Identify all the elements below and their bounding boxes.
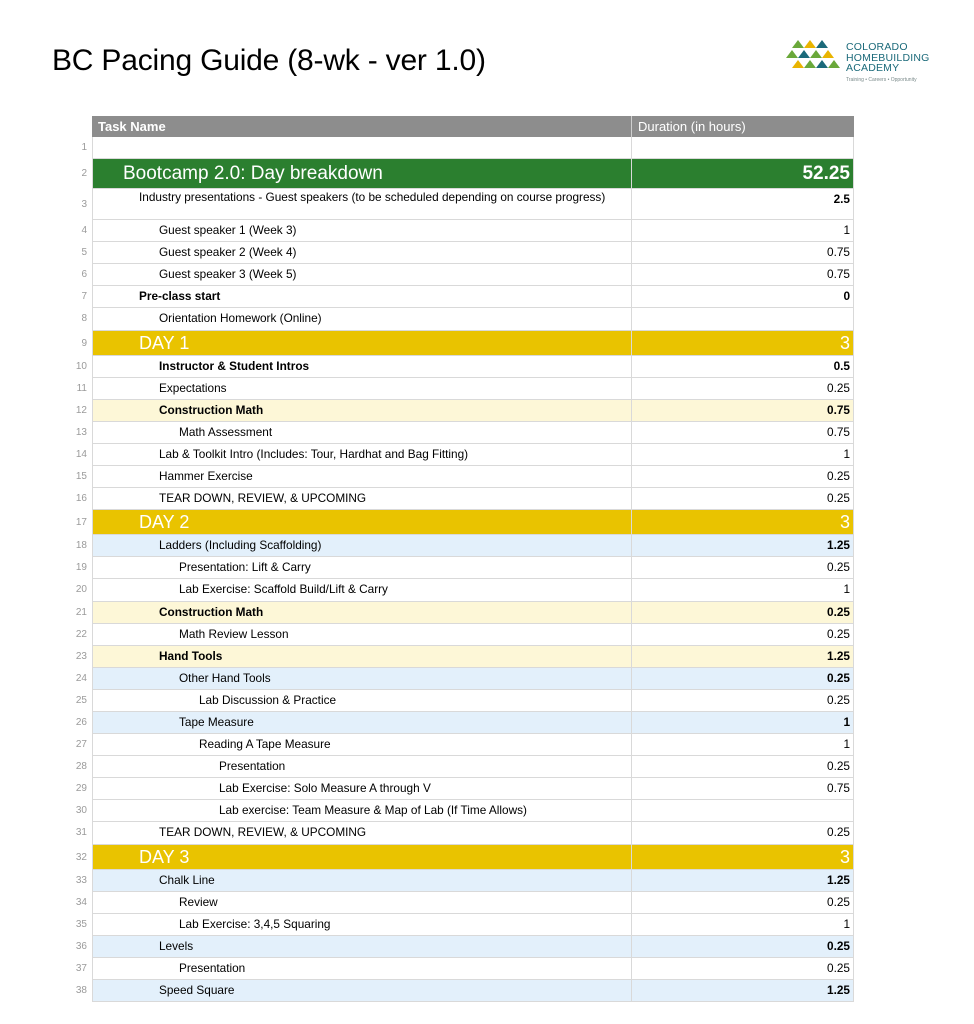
row-number: 27: [75, 739, 87, 751]
row-number: 25: [75, 694, 87, 706]
duration-cell[interactable]: 0.75: [631, 264, 854, 286]
duration-cell[interactable]: 0.25: [631, 557, 854, 579]
table-row: [70, 400, 854, 422]
duration-cell[interactable]: 0.25: [631, 822, 854, 844]
task-cell[interactable]: Instructor & Student Intros: [92, 356, 631, 378]
row-number: 18: [75, 540, 87, 552]
task-cell[interactable]: DAY 1: [92, 331, 631, 356]
row-number: 9: [81, 337, 87, 349]
table-row: [70, 579, 854, 601]
row-number: 32: [75, 851, 87, 863]
task-cell[interactable]: Tape Measure: [92, 712, 631, 734]
table-row: [70, 159, 854, 189]
logo-tagline: Training • Careers • Opportunity: [846, 77, 917, 83]
row-number: 24: [75, 672, 87, 684]
duration-cell[interactable]: 1.25: [631, 646, 854, 668]
table-row: [70, 624, 854, 646]
table-row: [70, 557, 854, 579]
logo-name: [846, 42, 930, 74]
task-cell[interactable]: Review: [92, 892, 631, 914]
duration-cell[interactable]: 1: [631, 220, 854, 242]
duration-cell[interactable]: 0.25: [631, 892, 854, 914]
page-title: BC Pacing Guide (8-wk - ver 1.0): [52, 44, 486, 77]
task-cell[interactable]: TEAR DOWN, REVIEW, & UPCOMING: [92, 488, 631, 510]
duration-cell[interactable]: 1.25: [631, 535, 854, 557]
table-row: [70, 331, 854, 356]
task-cell[interactable]: Lab Exercise: Scaffold Build/Lift & Carry: [92, 579, 631, 601]
duration-cell[interactable]: 0.25: [631, 602, 854, 624]
task-cell[interactable]: Presentation: Lift & Carry: [92, 557, 631, 579]
task-cell[interactable]: Speed Square: [92, 980, 631, 1002]
task-cell[interactable]: Orientation Homework (Online): [92, 308, 631, 330]
duration-cell[interactable]: 0.25: [631, 378, 854, 400]
duration-cell[interactable]: 0.25: [631, 488, 854, 510]
table-row: [70, 712, 854, 734]
duration-cell[interactable]: 0.75: [631, 778, 854, 800]
table-row: [70, 444, 854, 466]
task-cell[interactable]: DAY 3: [92, 845, 631, 870]
task-cell[interactable]: Levels: [92, 936, 631, 958]
table-row: [70, 466, 854, 488]
duration-cell[interactable]: 1.25: [631, 870, 854, 892]
table-row: [70, 778, 854, 800]
row-number: 31: [75, 827, 87, 839]
table-row: [70, 488, 854, 510]
task-cell[interactable]: Ladders (Including Scaffolding): [92, 535, 631, 557]
duration-cell[interactable]: 0.5: [631, 356, 854, 378]
duration-cell[interactable]: 1: [631, 914, 854, 936]
row-number: 16: [75, 493, 87, 505]
duration-cell[interactable]: 0.75: [631, 422, 854, 444]
logo-line-1: COLORADO: [846, 41, 908, 53]
duration-cell[interactable]: 1: [631, 444, 854, 466]
task-cell[interactable]: Lab exercise: Team Measure & Map of Lab (If Time Allows): [92, 800, 631, 822]
task-cell[interactable]: DAY 2: [92, 510, 631, 535]
row-number: 30: [75, 805, 87, 817]
task-cell[interactable]: Presentation: [92, 958, 631, 980]
table-row: [70, 870, 854, 892]
logo-line-3: ACADEMY: [846, 62, 900, 74]
duration-cell[interactable]: 3: [631, 510, 854, 535]
row-number: 37: [75, 962, 87, 974]
row-number: 29: [75, 783, 87, 795]
task-cell[interactable]: TEAR DOWN, REVIEW, & UPCOMING: [92, 822, 631, 844]
duration-header[interactable]: Duration (in hours): [631, 116, 854, 137]
table-row: [70, 734, 854, 756]
table-row: [70, 646, 854, 668]
table-row: [70, 308, 854, 330]
row-number: 22: [75, 628, 87, 640]
task-cell[interactable]: Math Assessment: [92, 422, 631, 444]
table-row: [70, 510, 854, 535]
row-number: 5: [81, 247, 87, 259]
row-number: 15: [75, 471, 87, 483]
table-row: [70, 756, 854, 778]
duration-cell[interactable]: 1: [631, 712, 854, 734]
row-number: 23: [75, 650, 87, 662]
row-number: 35: [75, 918, 87, 930]
row-number-header: [70, 116, 92, 137]
table-header: [70, 116, 854, 137]
row-number: 8: [81, 313, 87, 325]
row-number: 2: [81, 168, 87, 180]
table-row: [70, 602, 854, 624]
duration-cell[interactable]: 0.25: [631, 958, 854, 980]
duration-cell[interactable]: 52.25: [631, 159, 854, 189]
duration-cell[interactable]: 1: [631, 734, 854, 756]
task-cell[interactable]: Presentation: [92, 756, 631, 778]
row-number: 11: [76, 382, 87, 394]
duration-cell[interactable]: [631, 137, 854, 159]
task-cell[interactable]: Construction Math: [92, 602, 631, 624]
table-row: [70, 264, 854, 286]
task-cell[interactable]: Pre-class start: [92, 286, 631, 308]
task-cell[interactable]: Hand Tools: [92, 646, 631, 668]
task-cell[interactable]: Expectations: [92, 378, 631, 400]
row-number: 20: [75, 584, 87, 596]
table-row: [70, 356, 854, 378]
table-row: [70, 892, 854, 914]
table-row: [70, 914, 854, 936]
table-row: [70, 690, 854, 712]
duration-cell[interactable]: 1: [631, 579, 854, 601]
task-cell[interactable]: Lab Exercise: Solo Measure A through V: [92, 778, 631, 800]
task-cell[interactable]: Math Review Lesson: [92, 624, 631, 646]
row-number: 36: [75, 940, 87, 952]
duration-cell[interactable]: 0: [631, 286, 854, 308]
row-number: 1: [81, 142, 87, 153]
task-name-header[interactable]: Task Name: [98, 119, 166, 134]
task-cell[interactable]: [92, 137, 631, 159]
row-number: 6: [81, 269, 87, 281]
row-number: 14: [75, 448, 87, 460]
table-row: [70, 242, 854, 264]
task-cell[interactable]: Construction Math: [92, 400, 631, 422]
row-number: 28: [75, 761, 87, 773]
table-body: [70, 137, 854, 1002]
task-cell[interactable]: Hammer Exercise: [92, 466, 631, 488]
academy-logo: [786, 40, 946, 88]
row-number: 12: [75, 404, 87, 416]
table-row: [70, 378, 854, 400]
table-row: [70, 137, 854, 159]
row-number: 21: [75, 606, 87, 618]
duration-cell[interactable]: 3: [631, 845, 854, 870]
row-number: 4: [81, 225, 87, 237]
duration-cell[interactable]: 0.25: [631, 668, 854, 690]
table-row: [70, 422, 854, 444]
task-cell[interactable]: Guest speaker 2 (Week 4): [92, 242, 631, 264]
table-row: [70, 220, 854, 242]
row-number: 26: [75, 716, 87, 728]
table-row: [70, 800, 854, 822]
task-cell[interactable]: Lab Discussion & Practice: [92, 690, 631, 712]
table-row: [70, 936, 854, 958]
duration-cell[interactable]: 0.25: [631, 690, 854, 712]
row-number: 10: [75, 360, 87, 372]
task-cell[interactable]: Lab Exercise: 3,4,5 Squaring: [92, 914, 631, 936]
duration-cell[interactable]: 0.25: [631, 756, 854, 778]
duration-cell[interactable]: 0.75: [631, 242, 854, 264]
table-row: [70, 958, 854, 980]
duration-cell[interactable]: 1.25: [631, 980, 854, 1002]
task-cell[interactable]: Other Hand Tools: [92, 668, 631, 690]
task-cell[interactable]: Lab & Toolkit Intro (Includes: Tour, Hardhat and Bag Fitting): [92, 444, 631, 466]
table-row: [70, 189, 854, 220]
row-number: 17: [75, 517, 87, 529]
table-row: [70, 286, 854, 308]
duration-cell[interactable]: [631, 800, 854, 822]
table-row: [70, 980, 854, 1002]
duration-cell[interactable]: 0.25: [631, 936, 854, 958]
logo-mark-icon: [786, 40, 844, 76]
task-cell[interactable]: Industry presentations - Guest speakers (to be scheduled depending on course progress): [92, 189, 631, 220]
duration-cell[interactable]: 2.5: [631, 189, 854, 220]
duration-cell[interactable]: 0.25: [631, 466, 854, 488]
row-number: 7: [81, 291, 87, 303]
task-cell[interactable]: Chalk Line: [92, 870, 631, 892]
row-number: 38: [75, 985, 87, 996]
table-row: [70, 845, 854, 870]
duration-cell[interactable]: 0.75: [631, 400, 854, 422]
row-number: 13: [75, 426, 87, 438]
duration-cell[interactable]: [631, 308, 854, 330]
duration-cell[interactable]: 3: [631, 331, 854, 356]
row-number: 33: [75, 874, 87, 886]
table-row: [70, 668, 854, 690]
task-cell[interactable]: Reading A Tape Measure: [92, 734, 631, 756]
task-cell[interactable]: Bootcamp 2.0: Day breakdown: [92, 159, 631, 189]
task-cell[interactable]: Guest speaker 3 (Week 5): [92, 264, 631, 286]
task-cell[interactable]: Guest speaker 1 (Week 3): [92, 220, 631, 242]
logo-line-2: HOMEBUILDING: [846, 51, 930, 64]
row-number: 3: [81, 199, 87, 211]
table-row: [70, 535, 854, 557]
row-number: 34: [75, 896, 87, 908]
table-row: [70, 822, 854, 844]
row-number: 19: [75, 562, 87, 574]
duration-cell[interactable]: 0.25: [631, 624, 854, 646]
pacing-table: [70, 116, 854, 1002]
